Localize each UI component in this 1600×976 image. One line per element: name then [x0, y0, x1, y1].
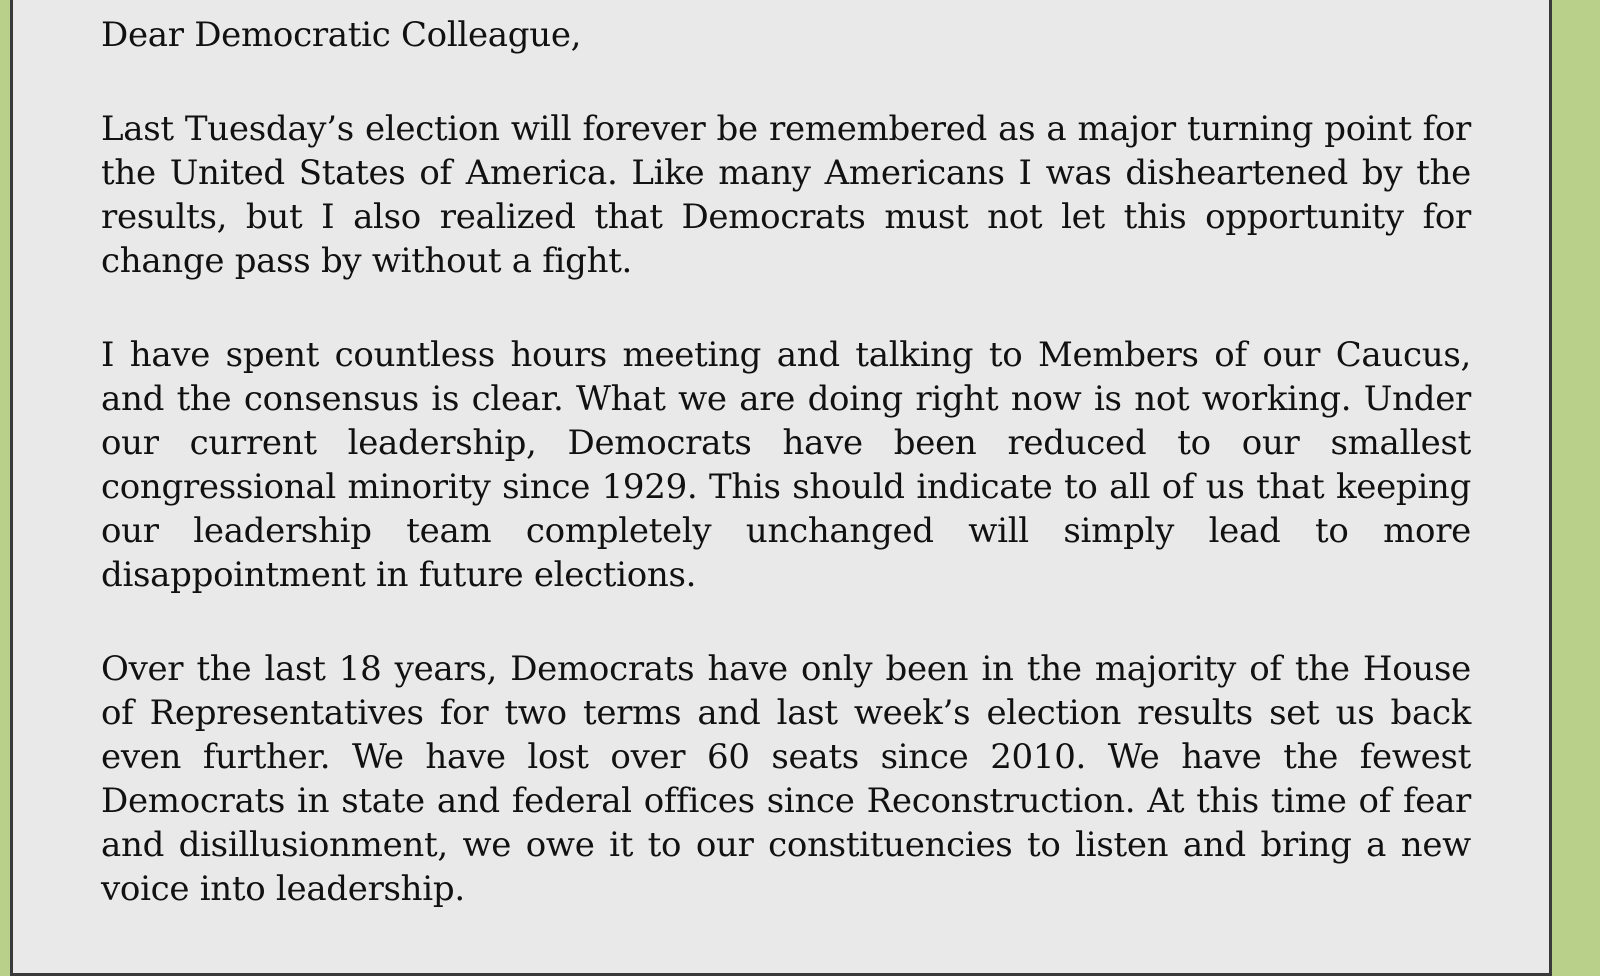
letter-body [101, 13, 1471, 961]
paragraph-majority-history: Over the last 18 years, Democrats have only been in the majority of the House of Representatives for two terms and last week’s election results set us back even further. We have lost over 60 seats since 2010. We have the fewest Democrats in state and federal offices since Reconstruction. At this time of fear and disillusionment, we owe it to our constituencies to listen and bring a new voice into leadership. [101, 649, 1471, 909]
paragraph-leadership: I have spent countless hours meeting and talking to Members of our Caucus, and the consensus is clear. What we are doing right now is not working. Under our current leadership, Democrats have been reduced to our smallest congressional minority since 1929. This should indicate to all of us that keeping our leadership team completely unchanged will simply lead to more disappointment in future elections. [101, 335, 1471, 595]
salutation: Dear Democratic Colleague, [101, 15, 582, 55]
letter-page [10, 0, 1552, 976]
paragraph-election: Last Tuesday’s election will forever be remembered as a major turning point for the United States of America. Like many Americans I was disheartened by the results, but I also realized that Democrats must not let this opportunity for change pass by without a fight. [101, 109, 1471, 281]
